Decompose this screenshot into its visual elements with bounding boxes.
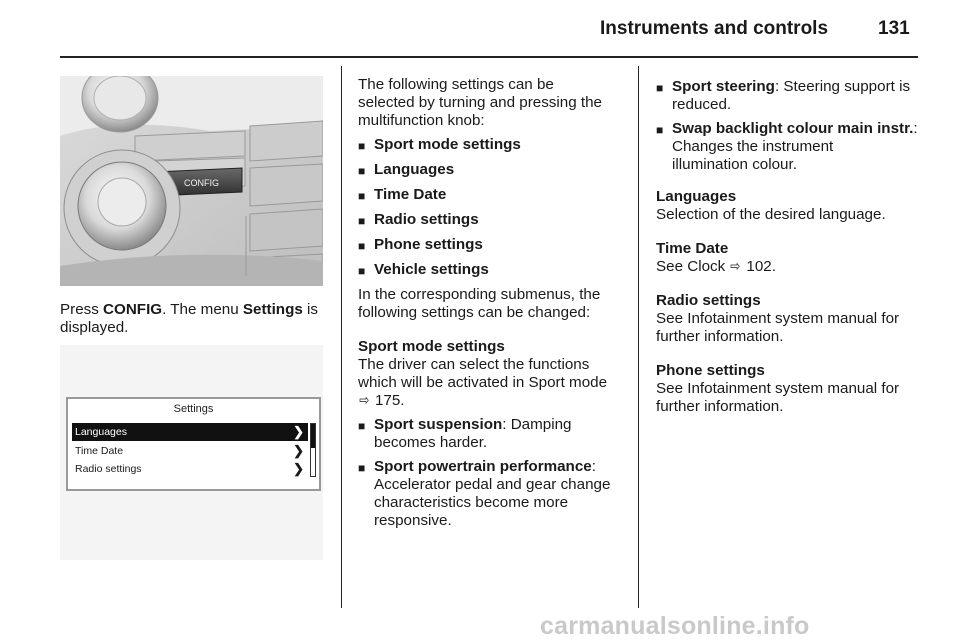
- list-item: ■ Radio settings: [358, 211, 479, 228]
- page-number: 131: [878, 18, 910, 39]
- list-item: ■ Swap backlight colour main instr.: Changes the instrument illumination colour.: [656, 120, 918, 173]
- submenu-intro-line: following settings can be changed:: [358, 304, 591, 321]
- intro-line: multifunction knob:: [358, 112, 485, 129]
- page-reference-arrow-icon[interactable]: ⇨: [730, 258, 741, 275]
- phone-settings-heading: Phone settings: [656, 362, 765, 379]
- list-item: ■ Sport suspension: Damping becomes harder.: [358, 416, 572, 451]
- languages-heading: Languages: [656, 188, 737, 205]
- settings-screen-photo: [60, 345, 323, 560]
- radio-text-line: See Infotainment system manual for: [656, 310, 900, 327]
- phone-text-line: further information.: [656, 398, 784, 415]
- settings-row-time-date: Time Date ❯: [75, 443, 304, 458]
- settings-scrollbar: [310, 423, 316, 477]
- sport-text-line: which will be activated in Sport mode: [358, 374, 608, 391]
- radio-settings-heading: Radio settings: [656, 292, 761, 309]
- control-panel-photo: [60, 76, 323, 286]
- watermark: carmanualsonline.info: [540, 612, 810, 640]
- settings-row-languages: Languages ❯: [72, 423, 308, 441]
- config-intro-paragraph: Press CONFIG. The menu Settings is displayed.: [60, 301, 318, 336]
- list-item: ■ Sport mode settings: [358, 136, 521, 153]
- time-date-heading: Time Date: [656, 240, 729, 257]
- intro-line: selected by turning and pressing the: [358, 94, 603, 111]
- header-rule: [60, 56, 918, 58]
- phone-text-line: See Infotainment system manual for: [656, 380, 900, 397]
- radio-text-line: further information.: [656, 328, 784, 345]
- languages-text: Selection of the desired language.: [656, 206, 886, 223]
- sport-mode-heading: Sport mode settings: [358, 338, 505, 355]
- chevron-right-icon: ❯: [293, 424, 304, 439]
- middle-column: [358, 76, 633, 536]
- right-column: [656, 76, 926, 416]
- sport-page-reference[interactable]: ⇨ 175.: [359, 392, 405, 409]
- list-item: ■ Sport powertrain performance: Accelerator pedal and gear change characteristics become more responsive.: [358, 458, 611, 529]
- submenu-intro-line: In the corresponding submenus, the: [358, 286, 601, 303]
- time-date-text: See Clock ⇨ 102.: [656, 258, 776, 275]
- list-item: ■ Phone settings: [358, 236, 483, 253]
- control-panel-illustration: [60, 76, 323, 286]
- list-item: ■ Vehicle settings: [358, 261, 489, 278]
- settings-display: [66, 397, 321, 491]
- sport-text-line: The driver can select the functions: [358, 356, 590, 373]
- settings-display-title: Settings: [173, 403, 214, 415]
- menu-list: [358, 136, 633, 280]
- column-divider-left: [341, 66, 342, 608]
- settings-row-radio: Radio settings ❯: [75, 461, 304, 476]
- config-button-label: CONFIG: [184, 178, 219, 188]
- page-reference-arrow-icon: ⇨: [359, 392, 370, 409]
- column-divider-right: [638, 66, 639, 608]
- intro-line: The following settings can be: [358, 76, 554, 93]
- chevron-right-icon: ❯: [293, 443, 304, 458]
- list-item: ■ Time Date: [358, 186, 447, 203]
- list-item: ■ Sport steering: Steering support is reduced.: [656, 78, 911, 113]
- scrollbar-thumb: [311, 424, 315, 448]
- running-header-title: Instruments and controls: [600, 18, 829, 39]
- list-item: ■ Languages: [358, 161, 455, 178]
- chevron-right-icon: ❯: [293, 461, 304, 476]
